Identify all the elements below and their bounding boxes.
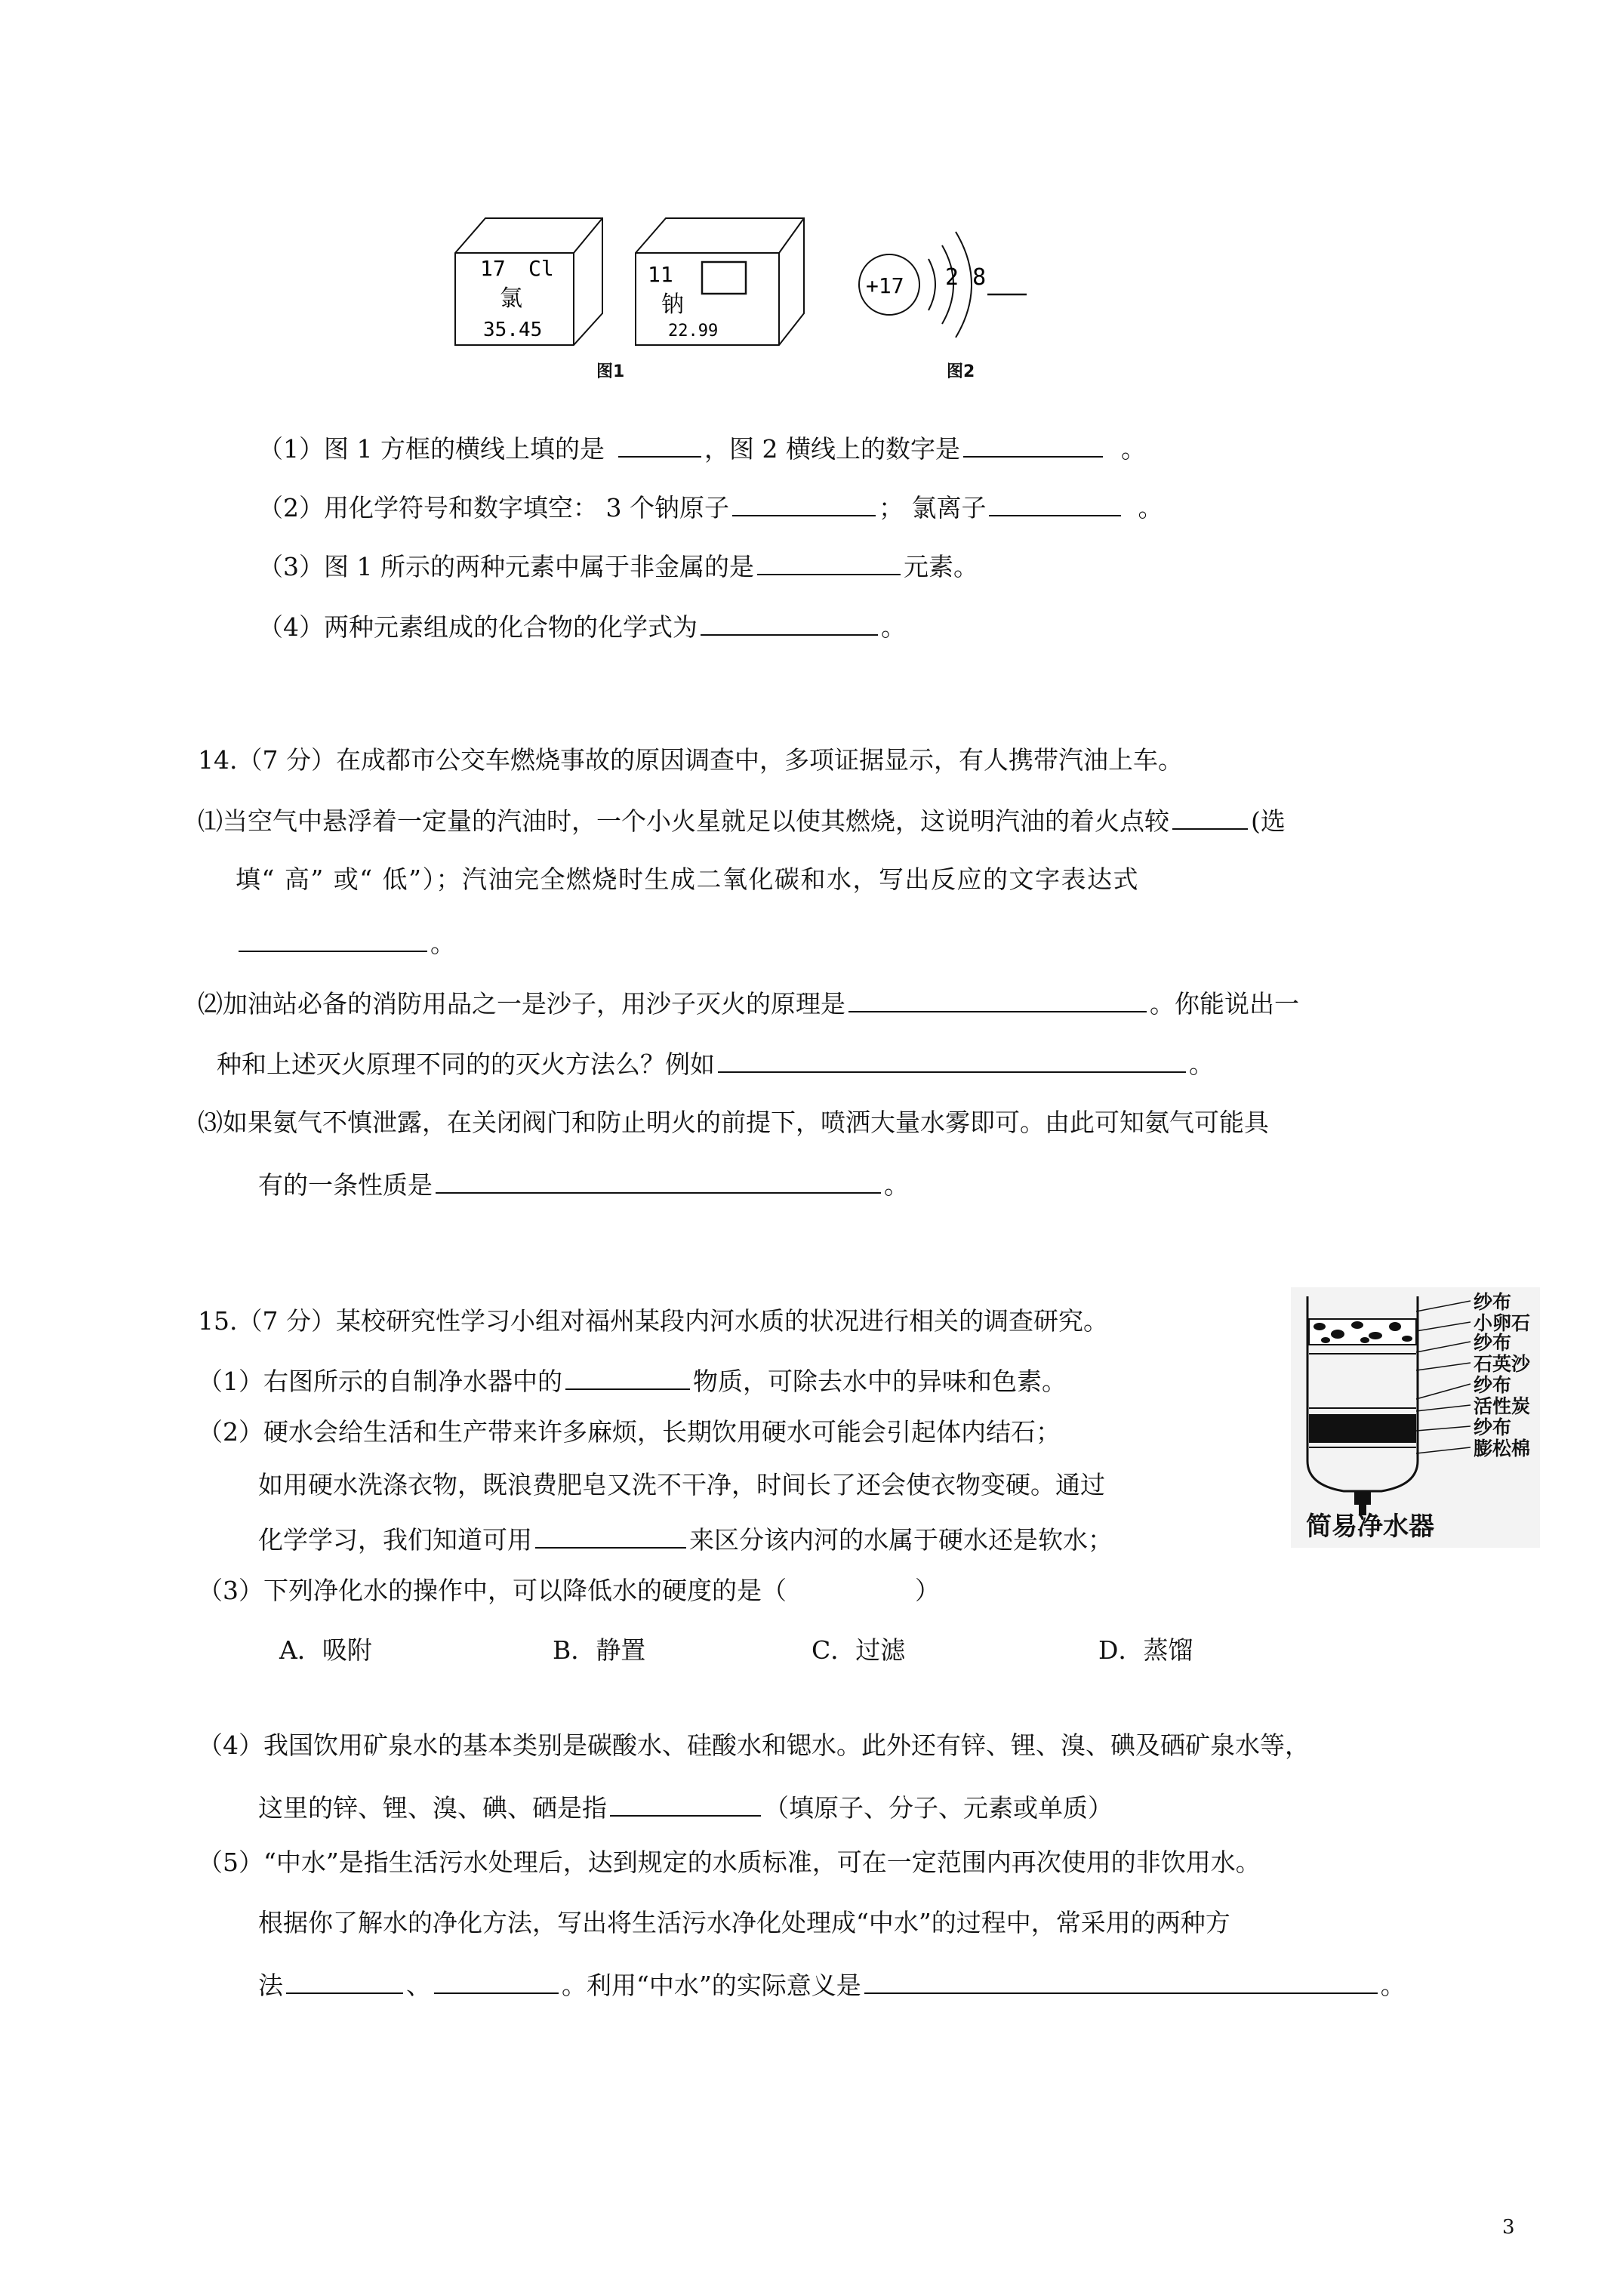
q14-part-1-line-3: 。 xyxy=(236,925,455,960)
q14-part-1-line-1: ⑴当空气中悬浮着一定量的汽油时，一个小火星就足以使其燃烧，这说明汽油的着火点较 (选 xyxy=(198,803,1286,838)
water-purifier-diagram xyxy=(1291,1287,1540,1548)
figure-2-atom-structure xyxy=(853,215,1079,344)
filter-label-4: 石英沙 xyxy=(1474,1353,1531,1375)
q15-part-3: （3）下列净化水的操作中，可以降低水的硬度的是（ ） xyxy=(198,1576,940,1605)
q15-part-4-line-2: 这里的锌、锂、溴、碘、硒是指 （填原子、分子、元素或单质） xyxy=(258,1789,1113,1825)
q15-part-4-line-1: （4）我国饮用矿泉水的基本类别是碳酸水、硅酸水和锶水。此外还有锌、锂、溴、碘及硒矿泉水等， xyxy=(198,1730,1310,1760)
q15-p4-blank[interactable] xyxy=(610,1789,761,1817)
q15-choice-d[interactable]: D．蒸馏 xyxy=(1098,1635,1193,1665)
q13-part-3: （3）图 1 所示的两种元素中属于非金属的是 元素。 xyxy=(258,548,978,584)
q13-part-4: （4）两种元素组成的化合物的化学式为 。 xyxy=(258,609,906,644)
q14-part-1-line-2: 填“ 高” 或“ 低”）；汽油完全燃烧时生成二氧化碳和水，写出反应的文字表达式 xyxy=(236,864,1139,894)
pebble-layer xyxy=(1309,1319,1416,1345)
cl-mass: 35.45 xyxy=(483,319,543,341)
q15-part-2-line-1: （2）硬水会给生活和生产带来许多麻烦，长期饮用硬水可能会引起体内结石； xyxy=(198,1417,1061,1447)
q14-part-3-line-1: ⑶如果氨气不慎泄露，在关闭阀门和防止明火的前提下，喷洒大量水雾即可。由此可知氨气可能具 xyxy=(198,1108,1269,1137)
q13-part-2: （2）用化学符号和数字填空： 3 个钠原子 ； 氯离子 。 xyxy=(258,489,1163,525)
cl-name: 氯 xyxy=(500,285,522,312)
page-number: 3 xyxy=(1502,2216,1515,2239)
nucleus-charge: +17 xyxy=(866,273,904,298)
q14-title: 14.（7 分）在成都市公交车燃烧事故的原因调查中，多项证据显示，有人携带汽油上车。 xyxy=(198,745,1183,775)
purifier-caption: 简易净水器 xyxy=(1306,1512,1434,1542)
q15-part-5-line-2: 根据你了解水的净化方法，写出将生活污水净化处理成“中水”的过程中，常采用的两种方 xyxy=(258,1908,1230,1937)
q15-title: 15.（7 分）某校研究性学习小组对福州某段内河水质的状况进行相关的调查研究。 xyxy=(198,1306,1108,1336)
cl-atomic-number: 17 xyxy=(480,256,506,281)
q13-p3-blank[interactable] xyxy=(757,548,901,575)
filter-label-6: 活性炭 xyxy=(1474,1395,1531,1417)
filter-label-8: 膨松棉 xyxy=(1474,1438,1531,1459)
q14-p2-blank-a[interactable] xyxy=(848,985,1147,1012)
figure-2-label: 图2 xyxy=(947,362,975,381)
filter-label-3: 纱布 xyxy=(1474,1332,1512,1354)
cl-symbol: Cl xyxy=(528,256,554,281)
q14-p3-blank[interactable] xyxy=(436,1166,881,1194)
q14-part-2-line-2: 种和上述灭火原理不同的的灭火方法么？例如 。 xyxy=(217,1046,1214,1081)
electron-shell-numbers: 2 8 xyxy=(945,264,987,291)
q13-part-1: （1）图 1 方框的横线上填的是 ，图 2 横线上的数字是 。 xyxy=(258,430,1146,466)
filter-label-7: 纱布 xyxy=(1474,1416,1512,1438)
filter-label-5: 纱布 xyxy=(1474,1374,1512,1396)
q15-p2-blank[interactable] xyxy=(535,1521,686,1549)
q15-choice-c[interactable]: C．过滤 xyxy=(812,1635,906,1665)
na-mass: 22.99 xyxy=(668,322,719,341)
q13-p2-blank-a[interactable] xyxy=(732,489,876,516)
na-name: 钠 xyxy=(661,291,684,318)
q15-part-5-line-3: 法 、 。利用“中水”的实际意义是 。 xyxy=(258,1967,1406,2002)
q14-p1-blank-b[interactable] xyxy=(239,925,427,952)
q14-part-3-line-2: 有的一条性质是 。 xyxy=(258,1166,909,1202)
activated-carbon-layer xyxy=(1309,1414,1416,1443)
q15-part-1: （1）右图所示的自制净水器中的 物质，可除去水中的异味和色素。 xyxy=(198,1363,1067,1398)
q13-p2-blank-b[interactable] xyxy=(989,489,1121,516)
q15-p5-blank-a[interactable] xyxy=(286,1967,403,1994)
q14-part-2-line-1: ⑵加油站必备的消防用品之一是沙子，用沙子灭火的原理是 。你能说出一 xyxy=(198,985,1299,1021)
q15-p5-blank-c[interactable] xyxy=(864,1967,1378,1994)
q15-part-5-line-1: （5）“中水”是指生活污水处理后，达到规定的水质标准，可在一定范围内再次使用的非饮用水。 xyxy=(198,1848,1261,1877)
q15-p5-blank-b[interactable] xyxy=(434,1967,559,1994)
q15-part-2-line-2: 如用硬水洗涤衣物，既浪费肥皂又洗不干净，时间长了还会使衣物变硬。通过 xyxy=(258,1470,1105,1499)
na-atomic-number: 11 xyxy=(648,262,673,287)
filter-label-2: 小卵石 xyxy=(1474,1312,1531,1334)
q14-p2-blank-b[interactable] xyxy=(718,1046,1186,1073)
q15-choice-b[interactable]: B．静置 xyxy=(553,1635,646,1665)
q15-choice-a[interactable]: A．吸附 xyxy=(279,1635,372,1665)
figure-1-label: 图1 xyxy=(596,362,625,381)
figure-1-element-boxes xyxy=(453,215,808,347)
q15-p1-blank[interactable] xyxy=(565,1363,690,1390)
q13-p1-blank-a[interactable] xyxy=(618,430,701,458)
filter-label-1: 纱布 xyxy=(1474,1291,1512,1313)
q13-p1-blank-b[interactable] xyxy=(963,430,1103,458)
q15-part-2-line-3: 化学学习，我们知道可用 来区分该内河的水属于硬水还是软水； xyxy=(258,1521,1113,1557)
q14-p1-blank-a[interactable] xyxy=(1172,803,1248,830)
q13-p4-blank[interactable] xyxy=(701,609,878,636)
